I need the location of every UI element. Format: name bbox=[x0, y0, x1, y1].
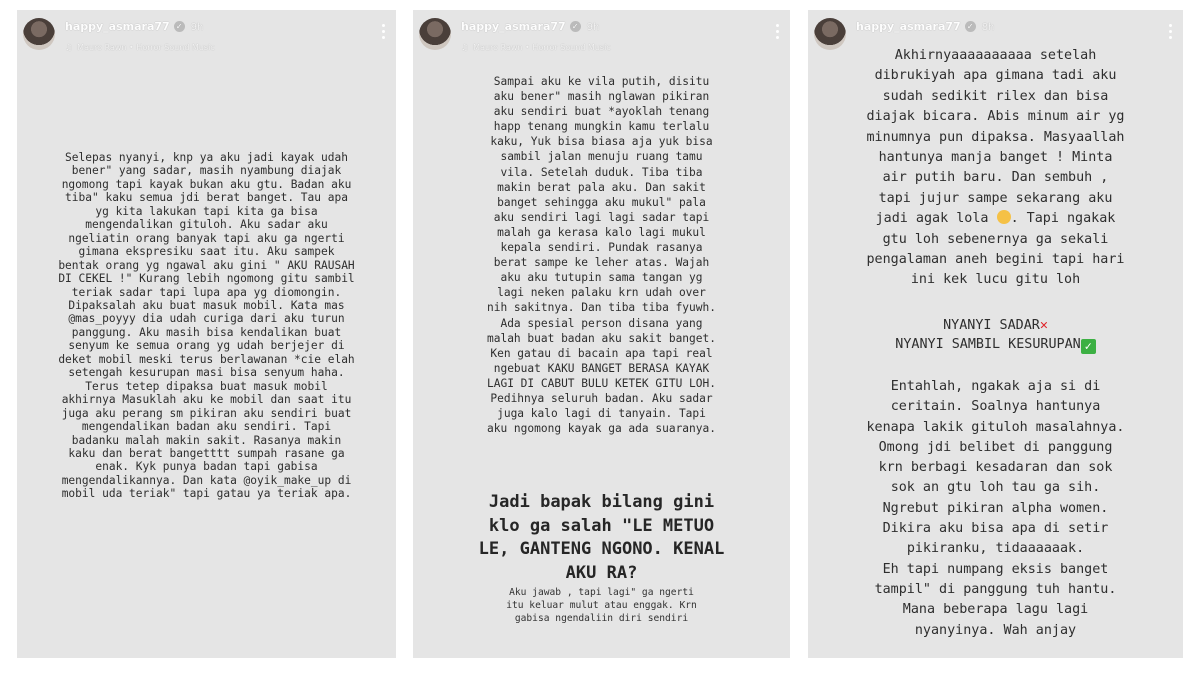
avatar[interactable] bbox=[23, 18, 55, 50]
line-sadar: NYANYI SADAR bbox=[943, 318, 1040, 333]
username[interactable]: happy_asmara77 bbox=[65, 20, 170, 33]
more-options-icon[interactable] bbox=[1169, 24, 1173, 42]
more-options-icon[interactable] bbox=[776, 24, 780, 42]
avatar[interactable] bbox=[419, 18, 451, 50]
story-header bbox=[413, 10, 790, 68]
line-kesurupan: NYANYI SAMBIL KESURUPAN bbox=[895, 337, 1081, 352]
music-title: Mauro Rawn • Horror Sound Music bbox=[473, 43, 611, 52]
music-label[interactable] bbox=[65, 43, 215, 52]
story-text bbox=[814, 46, 1177, 291]
story-panel-1[interactable] bbox=[17, 10, 396, 658]
pensive-face-emoji-icon bbox=[997, 210, 1011, 224]
nyanyi-lines bbox=[814, 316, 1177, 354]
story-header bbox=[17, 10, 396, 68]
post-time: 9h bbox=[190, 22, 204, 33]
green-check-icon: ✓ bbox=[1081, 339, 1096, 354]
story-text-part-b: . Tapi ngakak gtu loh sebenernya ga sekali pengalaman aneh begini tapi hari ini kek lucu gitu loh bbox=[866, 211, 1125, 288]
music-note-icon: ♫ bbox=[461, 43, 469, 52]
verified-badge-icon: ✓ bbox=[174, 21, 185, 32]
story-text-part-a: Akhirnyaaaaaaaaaa setelah dibrukiyah apa gimana tadi aku sudah sedikit rilex dan bisa diajak bicara. Abis minum air yg minumnya pun dipaksa. Masyaallah hantunya manja banget ! Minta air putih baru. Dan sembuh , tapi jujur sampe sekarang aku jadi agak lola bbox=[866, 48, 1125, 227]
post-time: 9h bbox=[586, 22, 600, 33]
story-panel-3[interactable] bbox=[808, 10, 1183, 658]
music-title: Mauro Rawn • Horror Sound Music bbox=[77, 43, 215, 52]
story-text: Selepas nyanyi, knp ya aku jadi kayak udah bener" yang sadar, masih nyambung diajak ngomong tapi kayak bukan aku gtu. Badan aku tiba" kaku semua jdi berat banget. Tau apa yg kita lakukan tapi kita ga bisa mengendalikan gituloh. Aku sadar aku ngeliatin orang banyak tapi aku ga ngerti gimana ekspresiku saat itu. Aku sampek bentak orang yg ngawal aku gini " AKU RAUSAH DI CEKEL !" Kurang lebih ngomong gitu sambil teriak sadar tapi lupa apa yg diomongin. Dipaksalah aku buat masuk mobil. Kata mas @mas_poyyy dia udah curiga dari aku turun panggung. Aku masih bisa kendalikan buat senyum ke semua orang yg udah berjejer di deket mobil meski terus berlawanan *cie elah setengah kesurupan masi bisa senyum haha. Terus tetep dipaksa buat masuk mobil akhirnya Masuklah aku ke mobil dan saat itu juga aku perang sm pikiran aku sendiri buat mengendalikan badan aku sendiri. Tapi badanku malah makin sakit. Rasanya makin kaku dan berat bangetttt sumpah rasane ga enak. Kyk punya badan tapi gabisa mengendalikannya. Dan kata @oyik_make_up di mobil uda teriak" tapi gatau ya teriak apa. bbox=[58, 151, 355, 501]
verified-badge-icon: ✓ bbox=[965, 21, 976, 32]
story-small-text: Aku jawab , tapi lagi" ga ngerti itu keluar mulut atau enggak. Krn gabisa ngendaliin diri sendiri bbox=[506, 587, 697, 624]
post-time: 8h bbox=[981, 22, 995, 33]
music-note-icon: ♫ bbox=[65, 43, 73, 52]
username[interactable]: happy_asmara77 bbox=[856, 20, 961, 33]
more-options-icon[interactable] bbox=[382, 24, 386, 42]
verified-badge-icon: ✓ bbox=[570, 21, 581, 32]
red-cross-icon: ✕ bbox=[1039, 318, 1048, 333]
story-big-text: Jadi bapak bilang gini klo ga salah "LE METUO LE, GANTENG NGONO. KENAL AKU RA? bbox=[478, 492, 725, 583]
story-panel-2[interactable] bbox=[413, 10, 790, 658]
story-text-end: Entahlah, ngakak aja si di ceritain. Soalnya hantunya kenapa lakik gituloh masalahnya. Omong jdi belibet di panggung krn berbagi kesadaran dan sok sok an gtu loh tau ga sih. Ngrebut pikiran alpha women. Dikira aku bisa apa di setir pikiranku, tidaaaaaak. Eh tapi numpang eksis banget tampil" di panggung tuh hantu. Mana beberapa lagu lagi nyanyinya. Wah anjay bbox=[866, 379, 1125, 638]
username[interactable]: happy_asmara77 bbox=[461, 20, 566, 33]
story-text: Sampai aku ke vila putih, disitu aku bener" masih nglawan pikiran aku sendiri buat *ayoklah tenang happ tenang mungkin kamu terlalu kaku, Yuk bisa biasa aja yuk bisa sambil jalan menuju ruang tamu vila. Setelah duduk. Tiba tiba makin berat pala aku. Dan sakit banget sehingga aku mukul" pala aku sendiri lagi lagi sadar tapi malah ga kerasa kalo lagi mukul kepala sendiri. Pundak rasanya berat sampe ke leher atas. Wajah aku aku tutupin sama tangan yg lagi neken palaku krn udah over nih sakitnya. Dan tiba tiba fyuwh. Ada spesial person disana yang malah buat badan aku sakit banget. Ken gatau di bacain apa tapi real ngebuat KAKU BANGET BERASA KAYAK LAGI DI CABUT BULU KETEK GITU LOH. Pedihnya seluruh badan. Aku sadar juga kalo lagi di tanyain. Tapi aku ngomong kayak ga ada suaranya. bbox=[486, 75, 716, 436]
music-label[interactable] bbox=[461, 43, 611, 52]
